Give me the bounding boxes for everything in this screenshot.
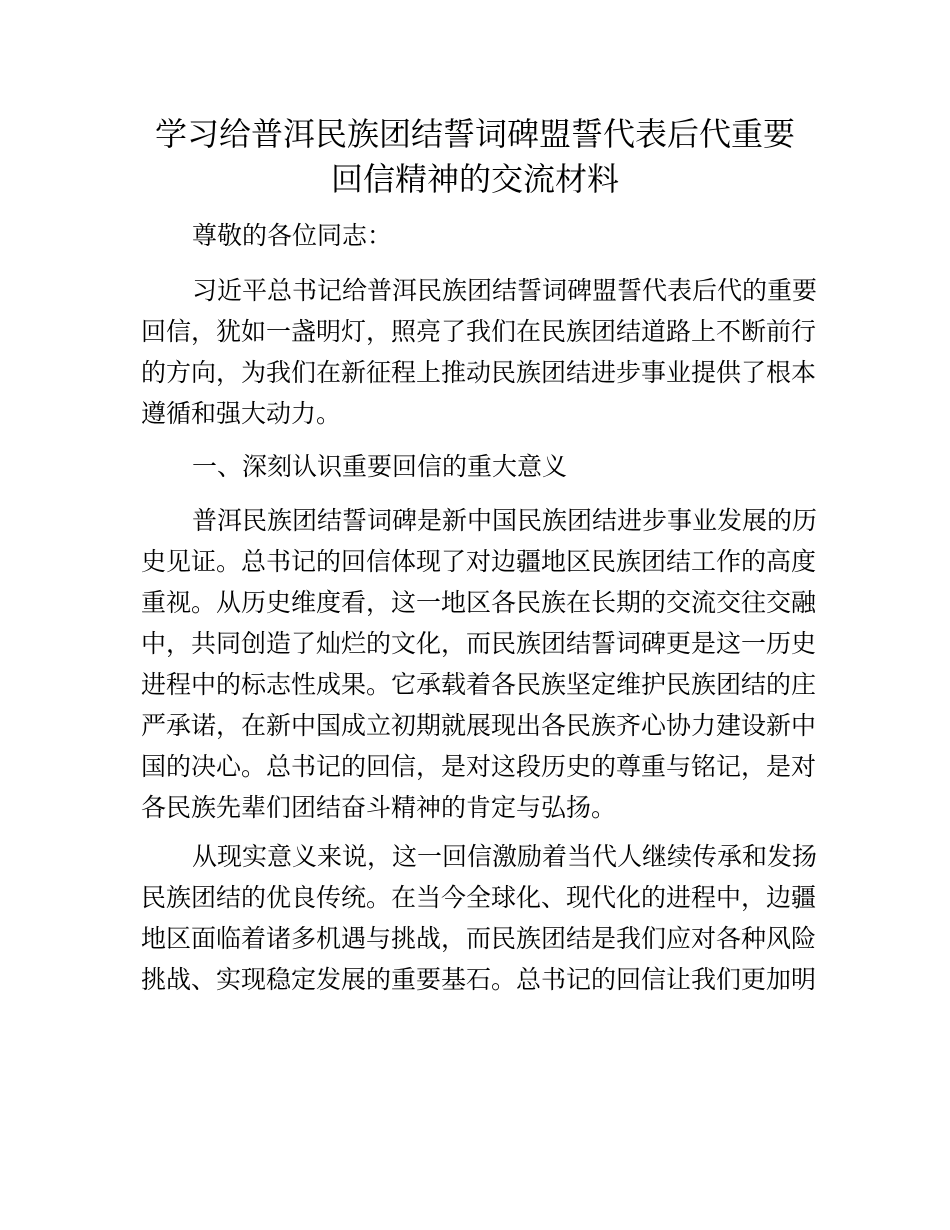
salutation-text: 尊敬的各位同志： xyxy=(192,221,393,250)
paragraph-line: 民族团结的优良传统。在当今全球化、现代化的进程中，边疆 xyxy=(141,883,817,912)
paragraph-line: 回信，犹如一盏明灯，照亮了我们在民族团结道路上不断前行 xyxy=(141,317,817,346)
document-title xyxy=(130,112,820,202)
paragraph-3 xyxy=(141,836,818,1000)
section-heading-text: 一、深刻认识重要回信的重大意义 xyxy=(192,452,568,481)
paragraph-line: 地区面临着诸多机遇与挑战，而民族团结是我们应对各种风险 xyxy=(141,924,817,953)
paragraph-2 xyxy=(141,500,818,828)
paragraph-line: 严承诺，在新中国成立初期就展现出各民族齐心协力建设新中 xyxy=(141,711,817,740)
paragraph-line: 习近平总书记给普洱民族团结誓词碑盟誓代表后代的重要 xyxy=(192,276,818,305)
paragraph-1 xyxy=(141,270,818,434)
salutation xyxy=(141,215,811,256)
title-line: 回信精神的交流材料 xyxy=(330,160,619,198)
paragraph-line: 普洱民族团结誓词碑是新中国民族团结进步事业发展的历 xyxy=(192,506,818,535)
paragraph-line: 史见证。总书记的回信体现了对边疆地区民族团结工作的高度 xyxy=(141,547,817,576)
section-heading-1 xyxy=(141,446,811,487)
title-line: 学习给普洱民族团结誓词碑盟誓代表后代重要 xyxy=(154,115,795,153)
paragraph-line: 重视。从历史维度看，这一地区各民族在长期的交流交往交融 xyxy=(141,588,817,617)
paragraph-line: 国的决心。总书记的回信，是对这段历史的尊重与铭记，是对 xyxy=(141,752,817,781)
paragraph-line: 中，共同创造了灿烂的文化，而民族团结誓词碑更是这一历史 xyxy=(141,629,817,658)
paragraph-line: 进程中的标志性成果。它承载着各民族坚定维护民族团结的庄 xyxy=(141,670,817,699)
paragraph-line: 挑战、实现稳定发展的重要基石。总书记的回信让我们更加明 xyxy=(141,965,817,994)
paragraph-line: 从现实意义来说，这一回信激励着当代人继续传承和发扬 xyxy=(192,842,818,871)
paragraph-line: 各民族先辈们团结奋斗精神的肯定与弘扬。 xyxy=(141,793,617,822)
paragraph-line: 遵循和强大动力。 xyxy=(141,399,342,428)
paragraph-line: 的方向，为我们在新征程上推动民族团结进步事业提供了根本 xyxy=(141,358,817,387)
